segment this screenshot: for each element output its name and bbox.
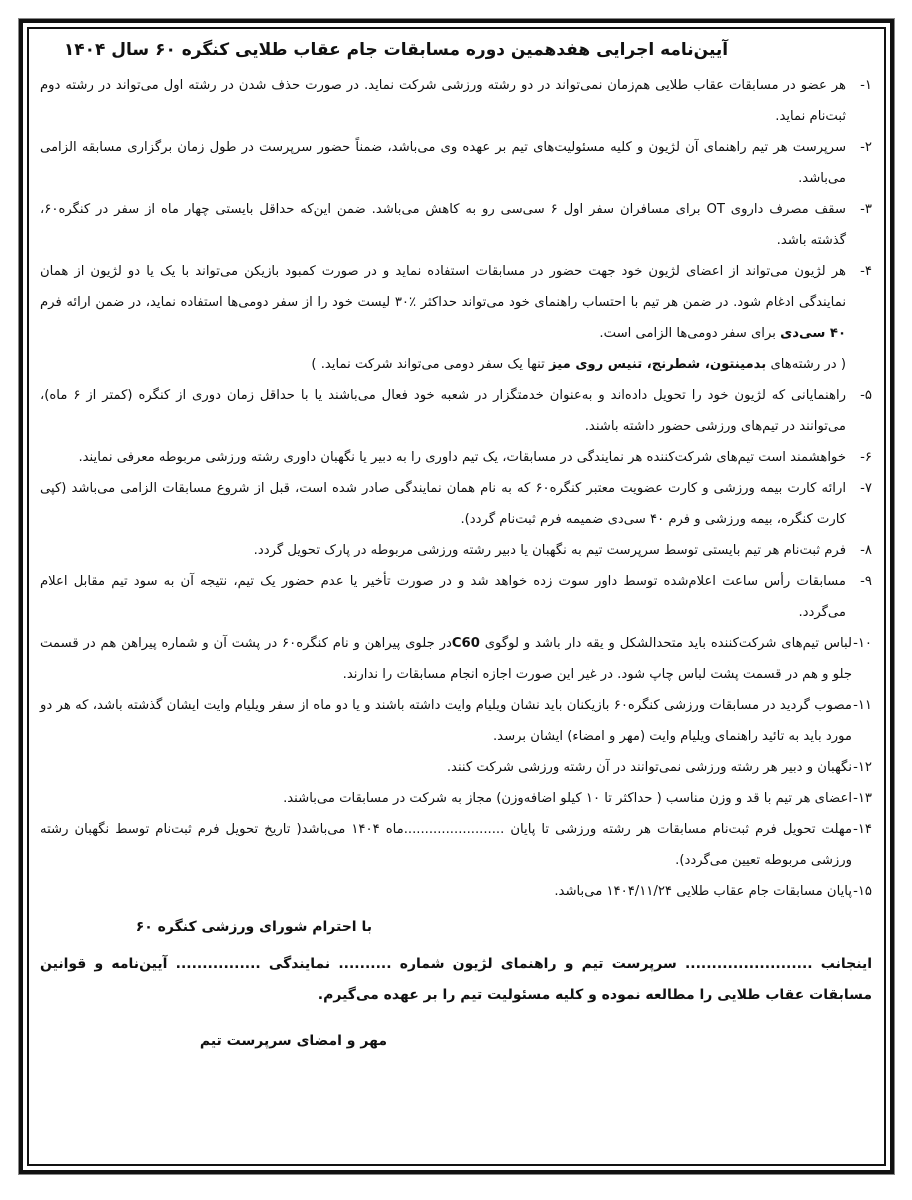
rule-number: ۱۲- (853, 760, 872, 775)
rule-item (40, 566, 872, 628)
rule-item (40, 70, 872, 132)
rule-item (40, 876, 872, 907)
rule-text: خواهشمند است تیم‌های شرکت‌کننده هر نمایندگی در مسابقات، یک تیم داوری را به دبیر یا نگهبان داوری رشته ورزشی مربوطه معرفی نمایند. (78, 450, 846, 465)
rule-text-part: لباس تیم‌های شرکت‌کننده باید متحدالشکل و یقه دار باشد و لوگوی (479, 636, 852, 651)
rule-number: ۲- (860, 140, 872, 155)
rule-text: فرم ثبت‌نام هر تیم بایستی توسط سرپرست تیم به نگهبان یا دبیر رشته ورزشی مربوطه در پارک تحویل گردد. (253, 543, 846, 558)
rule-item (40, 783, 872, 814)
rule-note (40, 349, 872, 380)
rule-number: ۷- (860, 481, 872, 496)
rule-item (40, 380, 872, 442)
rule-number: ۱- (860, 78, 872, 93)
rule-number: ۱۵- (853, 884, 872, 899)
rule-text-part: هر لژیون می‌تواند از اعضای لژیون خود جهت حضور در مسابقات استفاده نماید و در صورت کمبود بازیکن می‌تواند با یک یا دو لژیون از همان نمایندگی ادغام شود. در ضمن هر تیم با احتساب راهنمای خود می‌تواند حداکثر ٪۳۰ لیست خود را از سفر دومی‌ها استفاده نماید، در ضمن ارائه فرم (40, 264, 846, 310)
rule-text: سقف مصرف داروی OT برای مسافران سفر اول ۶ سی‌سی رو به کاهش می‌باشد. ضمن این‌که حداقل بایستی چهار ماه از سفر در کنگره۶۰، گذشته باشد. (40, 202, 846, 248)
document-body (40, 40, 872, 1049)
rule-text-part: در جلوی پیراهن و نام کنگره۶۰ در پشت آن و شماره پیراهن هم در قسمت جلو و هم در قسمت پشت لباس چاپ شود. در غیر این صورت اجازه انجام مسابقات را ندارند. (40, 636, 852, 682)
rule-item (40, 194, 872, 256)
rule-number: ۱۱- (853, 698, 872, 713)
rule-text: مسابقات رأس ساعت اعلام‌شده توسط داور سوت زده خواهد شد و در صورت تأخیر یا عدم حضور یک تیم، نتیجه آن به سود تیم مقابل اعلام می‌گردد. (40, 574, 846, 620)
rule-text: پایان مسابقات جام عقاب طلایی ۱۴۰۴/۱۱/۲۴ می‌باشد. (554, 884, 852, 899)
rule-text: نگهبان و دبیر هر رشته ورزشی نمی‌توانند در آن رشته ورزشی شرکت کنند. (446, 760, 852, 775)
rule-item (40, 132, 872, 194)
rule-text-part: برای سفر دومی‌ها الزامی است. (599, 326, 781, 341)
signature-label: مهر و امضای سرپرست تیم (199, 1033, 387, 1049)
rule-number: ۵- (860, 388, 872, 403)
rule-item (40, 442, 872, 473)
rule-text: راهنمایانی که لژیون خود را تحویل داده‌اند و به‌عنوان خدمتگزار در شعبه خود فعال می‌باشند یا با حداقل زمان دوری از کنگره (کمتر از ۶ ماه)، می‌توانند در تیم‌های ورزشی حضور داشته باشند. (40, 388, 846, 434)
note-text: تنها یک سفر دومی می‌تواند شرکت نماید. ) (311, 357, 549, 372)
rule-text (40, 256, 846, 349)
rule-item (40, 690, 872, 752)
rule-item (40, 814, 872, 876)
rule-text: اعضای هر تیم با قد و وزن مناسب ( حداکثر تا ۱۰ کیلو اضافه‌وزن) مجاز به شرکت در مسابقات می‌باشند. (283, 791, 852, 806)
note-bold: بدمینتون، شطرنج، تنیس روی میز (549, 357, 767, 372)
rule-number: ۱۳- (853, 791, 872, 806)
rule-number: ۶- (860, 450, 872, 465)
rule-text: هر عضو در مسابقات عقاب طلایی هم‌زمان نمی‌تواند در دو رشته ورزشی شرکت نماید. در صورت حذف شدن در رشته اول می‌تواند در رشته دوم ثبت‌نام نماید. (40, 78, 846, 124)
rule-text: ارائه کارت بیمه ورزشی و کارت عضویت معتبر کنگره۶۰ که به نام همان نمایندگی صادر شده است، قبل از شروع مسابقات الزامی می‌باشد (کپی کارت کنگره، بیمه ورزشی و فرم ۴۰ سی‌دی ضمیمه فرم ثبت‌نام گردد). (40, 481, 846, 527)
closing-salutation: با احترام شورای ورزشی کنگره ۶۰ (135, 919, 372, 935)
rule-item (40, 752, 872, 783)
rule-item (40, 628, 872, 690)
document-title: آیین‌نامه اجرایی هفدهمین دوره مسابقات جام عقاب طلایی کنگره ۶۰ سال ۱۴۰۴ (63, 40, 729, 60)
rule-text: مصوب گردید در مسابقات ورزشی کنگره۶۰ بازیکنان باید نشان ویلیام وایت داشته باشند و یا دو ماه از سفر ویلیام وایت ایشان گذشته باشد، که هر دو مورد باید به تائید راهنمای ویلیام وایت (مهر و امضاء) ایشان برسد. (40, 698, 852, 744)
rule-item (40, 535, 872, 566)
pledge-statement: اینجانب ........................ سرپرست تیم و راهنمای لژیون شماره .......... نمایندگی ................ آیین‌نامه و قوانین مسابقات عقاب طلایی را مطالعه نموده و کلیه مسئولیت تیم را بر عهده می‌گیرم. (40, 956, 872, 1003)
rule-number: ۴- (860, 264, 872, 279)
rule-text-bold: C60 (451, 636, 480, 651)
rule-number: ۳- (860, 202, 872, 217)
rule-text: مهلت تحویل فرم ثبت‌نام مسابقات هر رشته ورزشی تا پایان ........................ماه ۱۴۰۴ می‌باشد( تاریخ تحویل فرم ثبت‌نام توسط نگهبان رشته ورزشی مربوطه تعیین می‌گردد). (40, 822, 853, 868)
rule-item (40, 473, 872, 535)
rule-item (40, 256, 872, 349)
rule-number: ۸- (860, 543, 872, 558)
rule-text: سرپرست هر تیم راهنمای آن لژیون و کلیه مسئولیت‌های تیم بر عهده وی می‌باشد، ضمناً حضور سرپرست در طول زمان برگزاری مسابقه الزامی می‌باشد. (40, 140, 846, 186)
rule-number: ۱۴- (853, 822, 872, 837)
rule-number: ۱۰- (853, 636, 872, 651)
rule-text-bold: ۴۰ سی‌دی (780, 326, 846, 341)
note-text: ( در رشته‌های (766, 357, 846, 372)
rule-text (40, 628, 852, 690)
rule-number: ۹- (860, 574, 872, 589)
